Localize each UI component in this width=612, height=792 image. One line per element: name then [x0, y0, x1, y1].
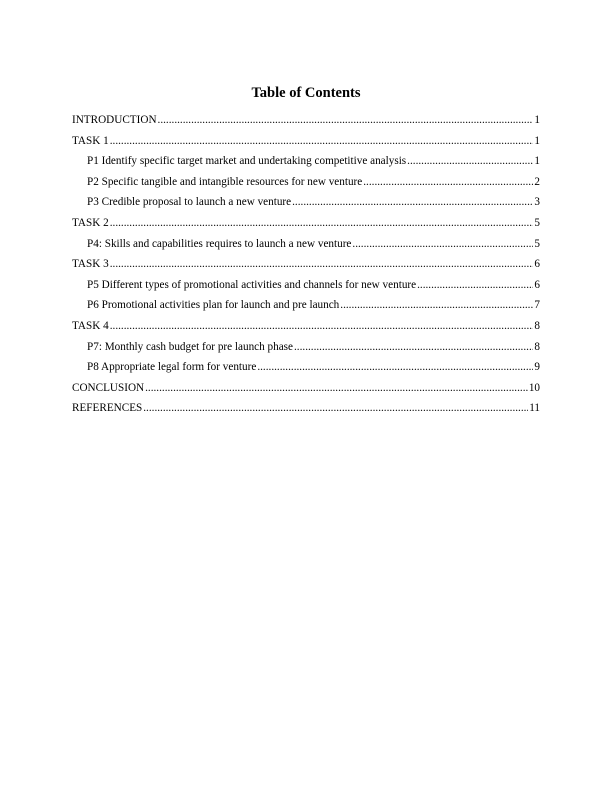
- toc-dot-leader: [143, 401, 528, 415]
- toc-dot-leader: [407, 154, 533, 168]
- toc-entry-label: TASK 3: [72, 258, 109, 271]
- toc-entry-label: TASK 2: [72, 216, 109, 229]
- toc-entry-page-number: 1: [534, 114, 540, 126]
- toc-dot-leader: [294, 340, 533, 354]
- toc-entry-label: INTRODUCTION: [72, 114, 157, 126]
- toc-dot-leader: [292, 195, 533, 209]
- toc-entry-label: REFERENCES: [72, 402, 143, 415]
- toc-entry-label: P3 Credible proposal to launch a new venture: [87, 196, 292, 209]
- toc-entry[interactable]: [72, 113, 540, 134]
- toc-entry-page-number: 10: [528, 381, 540, 394]
- toc-entry-label: TASK 1: [72, 134, 109, 147]
- toc-entry[interactable]: [72, 298, 540, 319]
- toc-entry-label: P7: Monthly cash budget for pre launch phase: [87, 340, 293, 353]
- toc-entry-page-number: 8: [534, 319, 540, 332]
- toc-entry[interactable]: [72, 237, 540, 258]
- toc-entry-label: P1 Identify specific target market and undertaking competitive analysis: [87, 155, 407, 168]
- toc-entry-label: P5 Different types of promotional activities and channels for new venture: [87, 278, 417, 291]
- toc-dot-leader: [145, 381, 528, 395]
- toc-entry-page-number: 9: [534, 361, 540, 374]
- toc-entry[interactable]: [72, 216, 540, 237]
- toc-entry[interactable]: [72, 278, 540, 299]
- toc-entry-page-number: 6: [534, 258, 540, 271]
- toc-entry[interactable]: [72, 134, 540, 155]
- toc-dot-leader: [340, 298, 533, 312]
- toc-dot-leader: [110, 216, 534, 230]
- toc-entry-page-number: 2: [534, 175, 540, 188]
- toc-dot-leader: [363, 175, 533, 189]
- toc-entry[interactable]: [72, 175, 540, 196]
- toc-entry[interactable]: [72, 401, 540, 422]
- toc-dot-leader: [110, 134, 534, 148]
- toc-entry-label: P4: Skills and capabilities requires to launch a new venture: [87, 237, 352, 250]
- toc-entry[interactable]: [72, 381, 540, 402]
- toc-dot-leader: [417, 278, 533, 292]
- toc-dot-leader: [110, 319, 534, 333]
- toc-title: Table of Contents: [251, 85, 361, 101]
- toc-entry-page-number: 11: [529, 402, 540, 415]
- toc-list: [72, 113, 540, 422]
- toc-entry-label: P6 Promotional activities plan for launch and pre launch: [87, 299, 340, 312]
- toc-dot-leader: [257, 360, 533, 374]
- toc-entry[interactable]: [72, 257, 540, 278]
- toc-entry-label: TASK 4: [72, 319, 109, 332]
- toc-entry[interactable]: [72, 340, 540, 361]
- toc-entry-page-number: 1: [534, 134, 540, 147]
- toc-entry[interactable]: [72, 319, 540, 340]
- toc-entry[interactable]: [72, 195, 540, 216]
- toc-entry-page-number: 3: [534, 196, 540, 209]
- toc-entry-page-number: 5: [534, 216, 540, 229]
- toc-dot-leader: [110, 257, 534, 271]
- toc-entry-page-number: 6: [534, 278, 540, 291]
- toc-entry[interactable]: [72, 154, 540, 175]
- toc-entry-page-number: 8: [534, 340, 540, 353]
- toc-entry-page-number: 1: [534, 155, 540, 168]
- toc-dot-leader: [352, 237, 533, 251]
- toc-entry-label: P2 Specific tangible and intangible resources for new venture: [87, 175, 363, 188]
- toc-entry[interactable]: [72, 360, 540, 381]
- toc-entry-page-number: 7: [534, 299, 540, 312]
- toc-entry-label: P8 Appropriate legal form for venture: [87, 361, 257, 374]
- toc-entry-page-number: 5: [534, 237, 540, 250]
- toc-entry-label: CONCLUSION: [72, 381, 145, 394]
- toc-dot-leader: [158, 113, 534, 127]
